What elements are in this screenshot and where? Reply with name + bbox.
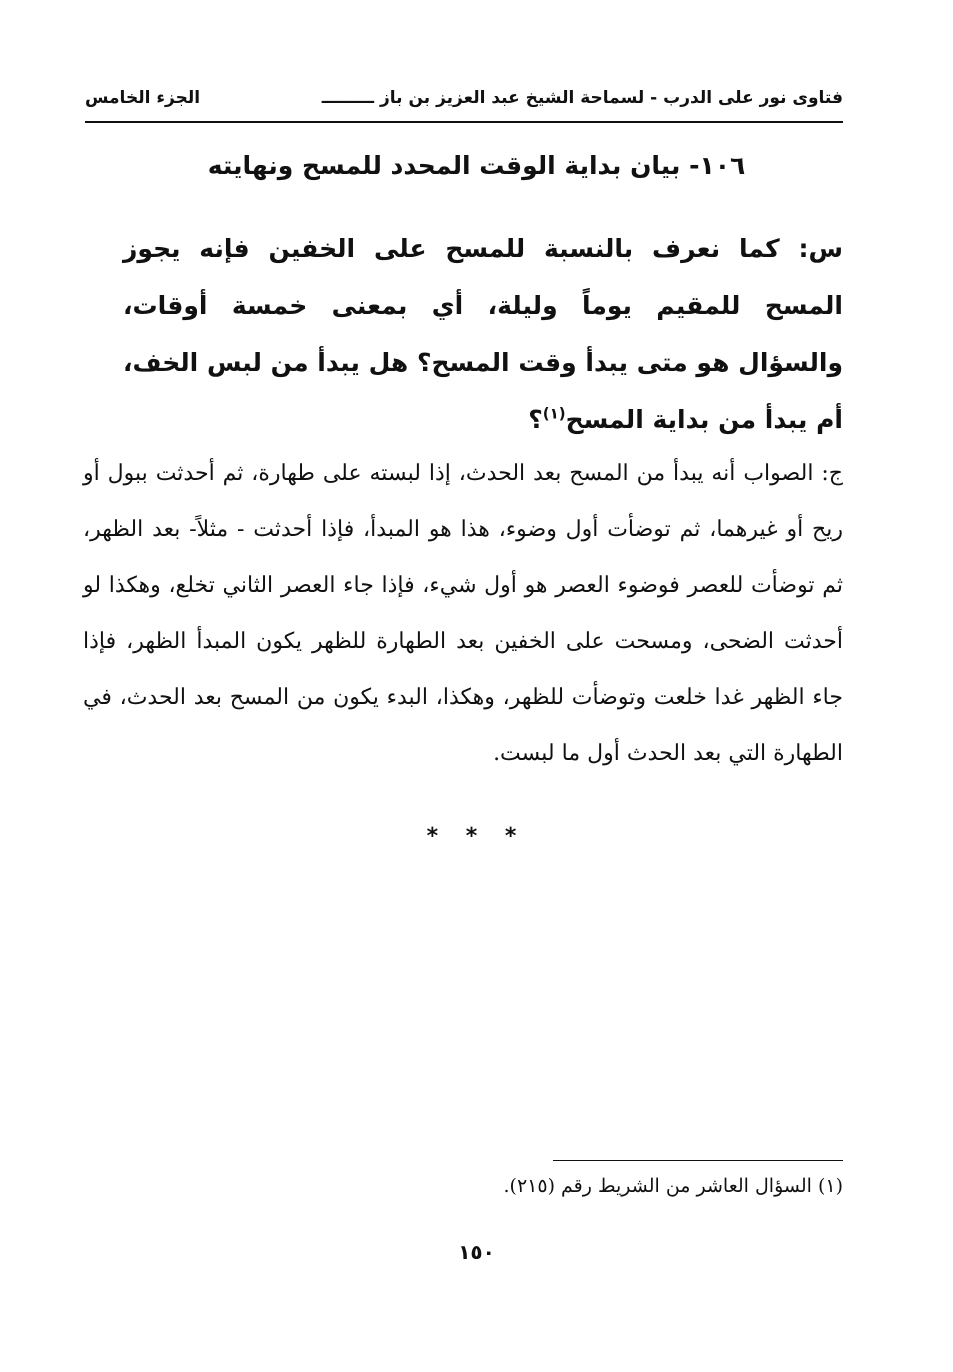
question-text: كما نعرف بالنسبة للمسح على الخفين فإنه يجوز المسح للمقيم يوماً وليلة، أي بمعنى خمسة أوقات، والسؤال هو متى يبدأ وقت المسح؟ هل يبدأ من لبس الخف، أم يبدأ من بداية المسح xyxy=(123,234,843,434)
header-title-text: فتاوى نور على الدرب - لسماحة الشيخ عبد العزيز بن باز xyxy=(380,88,843,108)
footnote: (١) السؤال العاشر من الشريط رقم (٢١٥). xyxy=(503,1175,843,1197)
question-end: ؟ xyxy=(528,405,543,434)
question-label: س: xyxy=(798,234,843,263)
running-header xyxy=(85,86,843,110)
answer-paragraph xyxy=(83,446,843,782)
answer-text: الصواب أنه يبدأ من المسح بعد الحدث، إذا لبسته على طهارة، ثم أحدثت ببول أو ريح أو غيرهما، ثم توضأت أول وضوء، هذا هو المبدأ، فإذا أحدثت - مثلاً- بعد الظهر، ثم توضأت للعصر فوضوء العصر هو أول شيء، فإذا جاء العصر الثاني تخلع، وهكذا لو أحدثت الضحى، ومسحت على الخفين بعد الطهارة للظهر يكون المبدأ الظهر، فإذا جاء الظهر غدا خلعت وتوضأت للظهر، وهكذا، البدء يكون من المسح بعد الحدث، في الطهارة التي بعد الحدث أول ما لبست. xyxy=(83,461,843,766)
answer-label: ج: xyxy=(821,461,843,486)
header-dash: ـــــــــ xyxy=(321,88,375,108)
section-separator: * * * xyxy=(426,824,527,849)
footnote-reference[interactable]: (١) xyxy=(542,404,566,423)
footnote-rule xyxy=(553,1160,843,1161)
header-book-title xyxy=(322,86,843,110)
header-volume: الجزء الخامس xyxy=(85,88,201,108)
question-paragraph xyxy=(123,220,843,448)
header-rule xyxy=(85,121,843,123)
page-number: ١٥٠ xyxy=(458,1240,495,1264)
section-title: ١٠٦- بيان بداية الوقت المحدد للمسح ونهايته xyxy=(207,151,746,180)
